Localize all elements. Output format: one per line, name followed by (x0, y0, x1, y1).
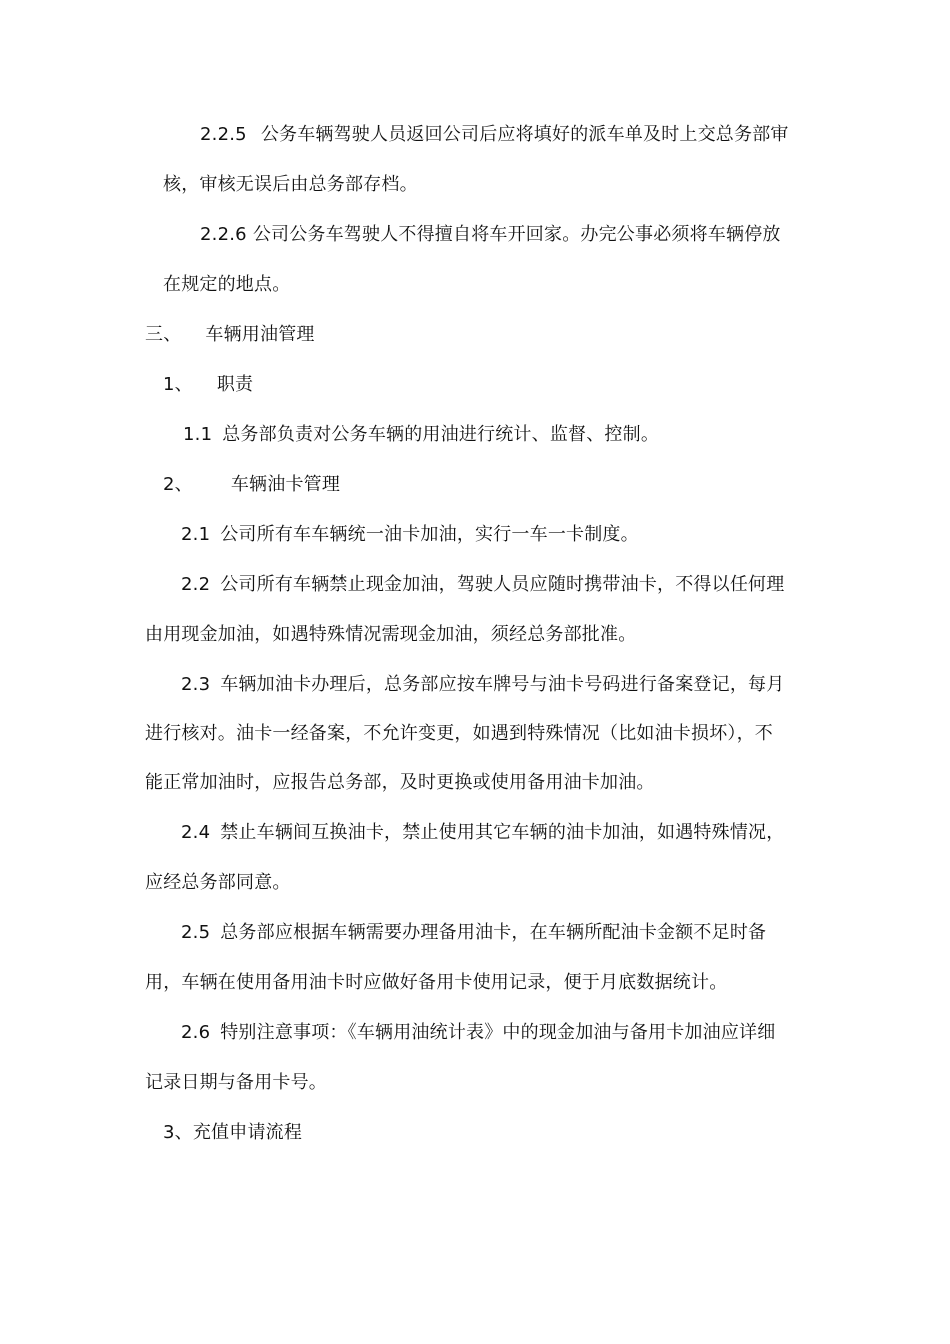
paragraph-2-5-line-2 (145, 971, 727, 995)
subsection-heading-2 (163, 473, 340, 497)
subsection-heading-1 (163, 373, 253, 397)
paragraph-text: 记录日期与备用卡号。 (145, 1072, 327, 1093)
paragraph-text: 总务部负责对公务车辆的用油进行统计、监督、控制。 (222, 424, 660, 445)
paragraph-text: 公司所有车辆禁止现金加油，驾驶人员应随时携带油卡，不得以任何理 (220, 574, 785, 595)
paragraph-text: 进行核对。油卡一经备案，不允许变更，如遇到特殊情况（比如油卡损坏），不 (145, 723, 773, 744)
subsection-title: 车辆油卡管理 (230, 474, 341, 495)
paragraph-text: 在规定的地点。 (163, 274, 291, 295)
paragraph-number: 2.3 (181, 674, 211, 695)
section-number: 三、 (145, 324, 182, 345)
paragraph-number: 2.1 (181, 524, 211, 545)
paragraph-text: 由用现金加油，如遇特殊情况需现金加油，须经总务部批准。 (145, 624, 637, 645)
paragraph-text: 核，审核无误后由总务部存档。 (163, 174, 418, 195)
paragraph-2-2-6-line-1 (200, 223, 781, 247)
paragraph-2-4-line-2 (145, 871, 291, 895)
paragraph-2-3-line-1 (181, 673, 784, 697)
paragraph-text: 总务部应根据车辆需要办理备用油卡，在车辆所配油卡金额不足时备 (220, 922, 767, 943)
subsection-number: 1、 (163, 374, 193, 395)
paragraph-text: 特别注意事项：《车辆用油统计表》中的现金加油与备用卡加油应详细 (220, 1022, 776, 1043)
paragraph-2-2-5-line-2 (163, 173, 418, 197)
paragraph-2-4-line-1 (181, 821, 784, 845)
paragraph-text: 应经总务部同意。 (145, 872, 291, 893)
paragraph-2-2-6-line-2 (163, 273, 290, 297)
paragraph-2-2-line-1 (181, 573, 784, 597)
paragraph-1-1 (183, 423, 659, 447)
subsection-title: 职责 (216, 374, 254, 395)
paragraph-text: 公司公务车驾驶人不得擅自将车开回家。办完公事必须将车辆停放 (252, 224, 781, 245)
paragraph-number: 2.2 (181, 574, 211, 595)
paragraph-2-3-line-3 (145, 771, 655, 795)
section-heading-3 (145, 323, 315, 347)
paragraph-2-5-line-1 (181, 921, 766, 945)
paragraph-2-3-line-2 (145, 722, 773, 746)
paragraph-2-2-5-line-1 (200, 123, 808, 147)
paragraph-2-1 (181, 523, 639, 547)
paragraph-number: 2.5 (181, 922, 211, 943)
paragraph-number: 2.2.5 (200, 124, 247, 145)
paragraph-number: 1.1 (183, 424, 213, 445)
paragraph-number: 2.4 (181, 822, 211, 843)
paragraph-2-6-line-2 (145, 1071, 327, 1095)
subsection-number: 2、 (163, 474, 193, 495)
subsection-heading-3 (163, 1121, 302, 1145)
paragraph-2-6-line-1 (181, 1021, 775, 1045)
paragraph-text: 公务车辆驾驶人员返回公司后应将填好的派车单及时上交总务部审 (260, 124, 789, 145)
paragraph-number: 2.2.6 (200, 224, 247, 245)
paragraph-text: 车辆加油卡办理后，总务部应按车牌号与油卡号码进行备案登记，每月 (220, 674, 785, 695)
paragraph-text: 能正常加油时，应报告总务部，及时更换或使用备用油卡加油。 (145, 772, 655, 793)
paragraph-text: 公司所有车车辆统一油卡加油，实行一车一卡制度。 (220, 524, 639, 545)
paragraph-text: 禁止车辆间互换油卡，禁止使用其它车辆的油卡加油，如遇特殊情况， (220, 822, 785, 843)
paragraph-text: 用，车辆在使用备用油卡时应做好备用卡使用记录，便于月底数据统计。 (145, 972, 728, 993)
subsection-title: 3、充值申请流程 (163, 1122, 303, 1143)
paragraph-2-2-line-2 (145, 623, 636, 647)
paragraph-number: 2.6 (181, 1022, 211, 1043)
section-title: 车辆用油管理 (205, 324, 315, 345)
